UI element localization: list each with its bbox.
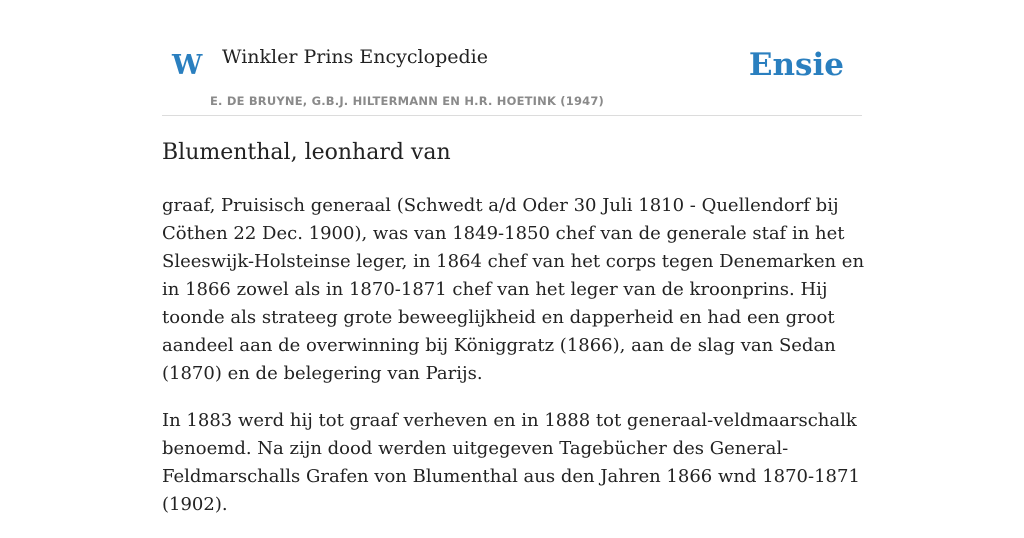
ensie-brand-logo[interactable]: Ensie	[748, 47, 844, 83]
authors-line: E. DE BRUYNE, G.B.J. HILTERMANN EN H.R. HOETINK (1947)	[210, 94, 605, 108]
article-title: Blumenthal, leonhard van	[162, 140, 451, 165]
article-paragraph: In 1883 werd hij tot graaf verheven en in 1888 tot generaal-veldmaarschalk benoemd. Na zijn dood werden uitgegeven Tagebücher des General-Feldmarschalls Grafen von Blumenthal aus den Jahren 1866 wnd 1870-1871 (1902).	[162, 410, 860, 515]
winkler-prins-logo[interactable]: W	[172, 50, 203, 81]
page	[162, 0, 865, 515]
article-body	[162, 192, 866, 538]
article-paragraph: graaf, Pruisisch generaal (Schwedt a/d Oder 30 Juli 1810 - Quellendorf bij Cöthen 22 Dec. 1900), was van 1849-1850 chef van de generale staf in het Sleeswijk-Holsteinse leger, in 1864 chef van het corps tegen Denemarken en in 1866 zowel als in 1870-1871 chef van het leger van de kroonprins. Hij toonde als strateeg grote beweeglijkheid en dapperheid en had een groot aandeel aan de overwinning bij Königgratz (1866), aan de slag van Sedan (1870) en de belegering van Parijs.	[162, 195, 865, 384]
encyclopedia-title[interactable]: Winkler Prins Encyclopedie	[222, 46, 488, 68]
header	[162, 0, 862, 116]
